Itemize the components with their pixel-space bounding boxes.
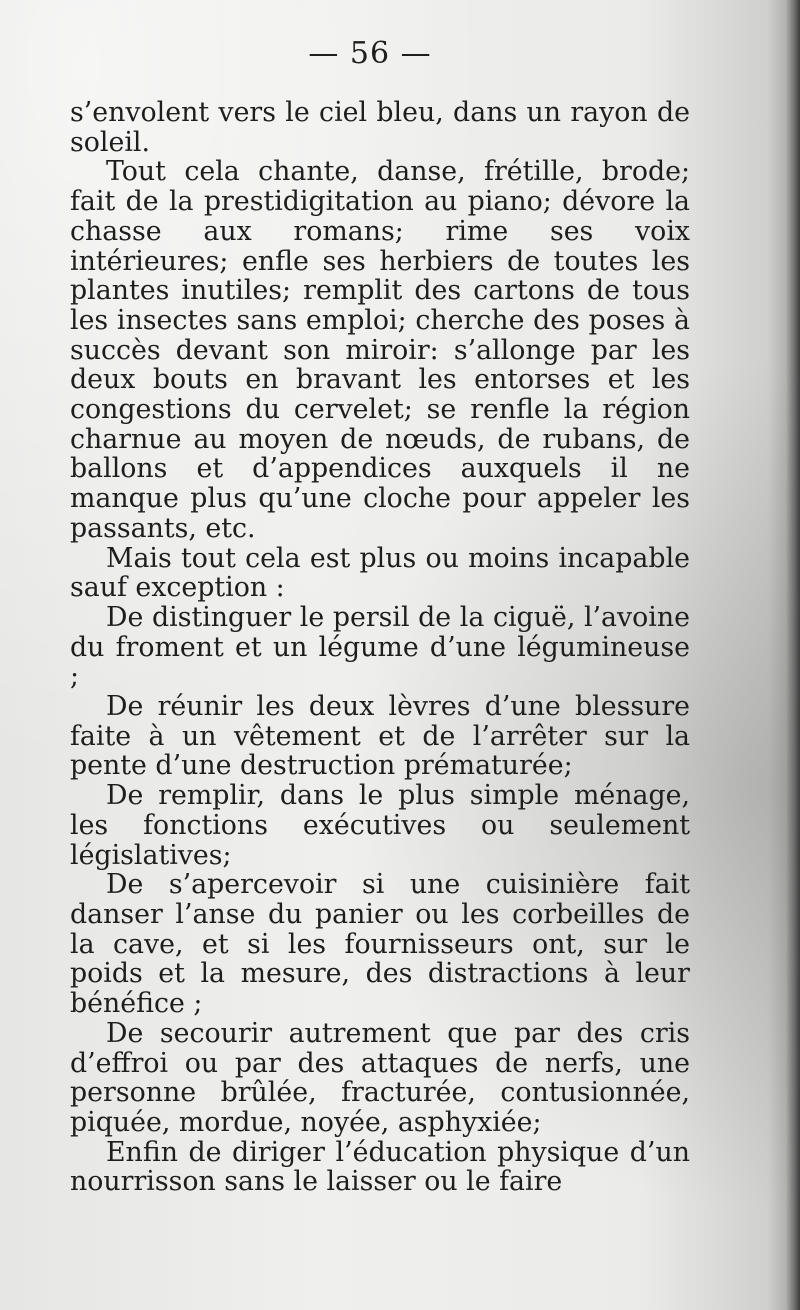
paragraph: De réunir les deux lèvres d’une blessure faite à un vêtement et de l’arrêter sur la pente d’une destruction prématurée;	[70, 691, 690, 782]
paragraph: s’envolent vers le ciel bleu, dans un rayon de soleil.	[70, 97, 690, 158]
paragraph: De secourir autrement que par des cris d’effroi ou par des attaques de nerfs, une personne brûlée, fracturée, contusionnée, piquée, mordue, noyée, asphyxiée;	[70, 1017, 690, 1138]
paragraph: Mais tout cela est plus ou moins incapable sauf exception :	[70, 542, 690, 604]
page-edge-shadow	[786, 0, 800, 1310]
paragraph: De remplir, dans le plus simple ménage, les fonctions exécutives ou seulement législatives;	[70, 780, 690, 871]
body-text	[70, 98, 690, 1197]
page-number: — 56 —	[308, 36, 432, 71]
paragraph: Tout cela chante, danse, frétille, brode; fait de la prestidigitation au piano; dévore la chasse aux romans; rime ses voix intérieures; enfle ses herbiers de toutes les plantes inutiles; remplit des cartons de tous les insectes sans emploi; cherche des poses à succès devant son miroir: s’allonge par les deux bouts en bravant les entorses et les congestions du cervelet; se renfle la région charnue au moyen de nœuds, de rubans, de ballons et d’appendices auxquels il ne manque plus qu’une cloche pour appeler les passants, etc.	[70, 156, 690, 544]
paragraph: De distinguer le persil de la ciguë, l’avoine du froment et un légume d’une légumineuse ;	[70, 601, 690, 693]
paragraph: De s’apercevoir si une cuisinière fait danser l’anse du panier ou les corbeilles de la cave, et si les fournisseurs ont, sur le poids et la mesure, des distractions à leur bénéfice ;	[70, 869, 690, 1020]
paragraph: Enfin de diriger l’éducation physique d’un nourrisson sans le laisser ou le faire	[70, 1136, 690, 1198]
